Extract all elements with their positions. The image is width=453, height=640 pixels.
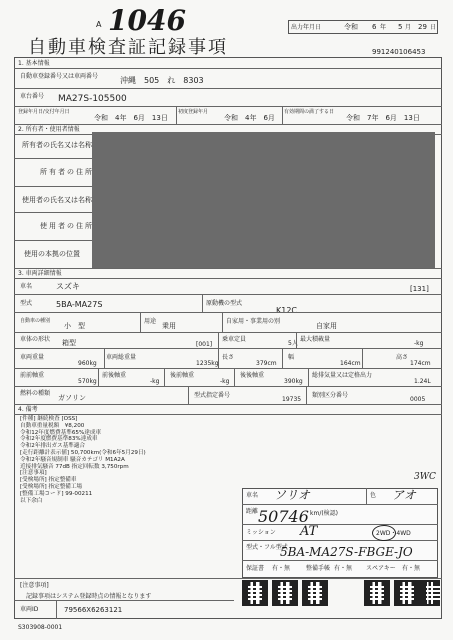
use-label: 用途 xyxy=(144,318,157,325)
issue-date-month: 5 xyxy=(398,23,403,31)
sticker-model-label: 型式・フル型式 xyxy=(246,544,288,551)
front-rear-axle-label: 前後軸重 xyxy=(102,372,127,379)
sticker-color-value: アオ xyxy=(392,488,416,502)
remarks-block xyxy=(20,416,230,504)
fuel-type-value: ガソリン xyxy=(58,394,86,402)
registration-number-value: 沖縄 505 れ 8303 xyxy=(120,76,204,85)
qr-code-icon xyxy=(420,580,440,606)
height-value: 174cm xyxy=(410,360,431,367)
capacity-label: 乗車定員 xyxy=(222,336,247,343)
displacement-value: 1.24L xyxy=(414,378,431,385)
body-shape-label: 車体の形状 xyxy=(20,336,51,343)
height-label: 高さ xyxy=(396,354,409,361)
remark-line: [走行距離計表示値] 50,700km(令和6年5月29日) xyxy=(20,449,146,456)
gross-weight-value: 1235kg xyxy=(196,360,219,367)
footer-notice-text: 記録事項はシステム登録時点の情報となります xyxy=(26,593,152,600)
qr-code-icon xyxy=(242,580,268,606)
handwritten-number: 1046 xyxy=(108,4,186,37)
remark-line: 近接排気騒音 77dB 指定回転数 3,750rpm xyxy=(20,463,129,470)
vehicle-type-label: 自動車の種別 xyxy=(20,318,51,324)
weight-value: 960kg xyxy=(78,360,97,367)
body-shape-value: 箱型 xyxy=(62,339,76,347)
sticker-mission-value: AT xyxy=(300,524,318,539)
length-value: 379cm xyxy=(256,360,277,367)
remark-line: 令和12年度燃費基準65%達成車 xyxy=(20,429,102,436)
issue-date-era: 令和 xyxy=(344,23,358,31)
engine-model-value: K12C xyxy=(276,306,298,315)
sticker-manual-value: 有・無 xyxy=(334,565,353,572)
width-label: 幅 xyxy=(288,354,295,361)
issue-date-month-unit: 月 xyxy=(405,24,412,31)
fuel-type-label: 燃料の種類 xyxy=(20,390,51,397)
sticker-drive-circle xyxy=(372,525,396,541)
redacted-owner-block xyxy=(92,132,435,269)
vehicle-name-code: [131] xyxy=(410,285,429,293)
vehicle-id-value: 79566X6263121 xyxy=(64,606,123,614)
vehicle-id-label: 車両ID xyxy=(20,606,39,613)
model-value: 5BA-MA27S xyxy=(56,300,103,309)
length-label: 長さ xyxy=(222,354,235,361)
issue-date-day-unit: 日 xyxy=(430,24,437,31)
capacity-value: 5人 xyxy=(288,340,298,347)
rear-rear-axle-value: 390kg xyxy=(284,378,303,385)
section4-label: 4. 備考 xyxy=(18,406,38,413)
usage-location-label: 使用の本拠の位置 xyxy=(24,250,80,258)
footer-code: S303908-0001 xyxy=(18,624,63,631)
initial-registration-value: 令和 4年 6月 xyxy=(224,114,275,122)
front-front-axle-value: 570kg xyxy=(78,378,97,385)
sticker-mileage-unit: km/(検認) xyxy=(310,510,339,517)
remark-line: [受検場所] 指定整備車 xyxy=(20,477,77,484)
engine-model-label: 原動機の型式 xyxy=(206,300,243,307)
document-number: 991240106453 xyxy=(372,48,426,56)
front-front-axle-label: 前前軸重 xyxy=(20,372,45,379)
remark-line: [受検場所] 指定整備工場 xyxy=(20,483,83,490)
remark-line: 自動車重量税額 ¥8,200 xyxy=(20,422,85,429)
purpose-label: 自家用・事業用の別 xyxy=(226,318,281,325)
model-label: 型式 xyxy=(20,300,33,307)
initial-registration-label: 初度登録年月 xyxy=(178,109,209,115)
owner-name-label: 所有者の氏名又は名称 xyxy=(22,141,92,149)
issue-date-year-unit: 年 xyxy=(380,24,387,31)
width-value: 164cm xyxy=(340,360,361,367)
footer-notice-label: [注意事項] xyxy=(20,582,49,589)
purpose-value: 自家用 xyxy=(316,322,337,330)
first-registration-value: 令和 4年 6月 13日 xyxy=(94,114,168,122)
qr-code-icon xyxy=(272,580,298,606)
remark-line: 令和2年度燃費基準83%達成車 xyxy=(20,436,98,443)
user-name-label: 使用者の氏名又は名称 xyxy=(22,196,92,204)
rear-rear-axle-label: 後後軸重 xyxy=(240,372,265,379)
use-value: 乗用 xyxy=(162,322,176,330)
chassis-number-value: MA27S-105500 xyxy=(58,94,127,104)
type-designation-label: 型式指定番号 xyxy=(194,392,231,399)
sticker-color-label: 色 xyxy=(370,492,377,499)
sticker-car-label: 車名 xyxy=(246,492,259,499)
sticker-drive-value: 2WD・4WD xyxy=(376,530,411,537)
issue-date-label: 出力年月日 xyxy=(291,24,322,31)
displacement-label: 総排気量又は定格出力 xyxy=(312,372,373,379)
vehicle-type-value: 小 型 xyxy=(64,322,85,330)
sticker-model-value: 5BA-MA27S-FBGE-JO xyxy=(280,545,413,559)
max-load-label: 最大積載量 xyxy=(300,336,331,343)
remark-line: [件種] 継続検査 [OSS] xyxy=(20,416,78,422)
vehicle-name-value: スズキ xyxy=(56,282,80,291)
sticker-spare-key-label: スペアキー xyxy=(366,565,396,572)
gross-weight-label: 車両総重量 xyxy=(106,354,137,361)
sticker-mileage-value: 50746 xyxy=(258,507,309,526)
qr-code-icon xyxy=(394,580,420,606)
remark-line: 令和2年排出ガス基準適合 xyxy=(20,443,86,450)
section3-label: 3. 車両詳細情報 xyxy=(18,270,62,277)
front-rear-axle-value: -kg xyxy=(150,378,160,385)
rear-front-axle-label: 後前軸重 xyxy=(170,372,195,379)
sticker-spare-key-value: 有・無 xyxy=(402,565,421,572)
body-shape-code: [001] xyxy=(196,341,213,348)
remark-line: [整備工場コード] 99-00211 xyxy=(20,490,93,497)
issue-date-year: 6 xyxy=(372,23,377,31)
sticker-car-value: ソリオ xyxy=(274,488,310,502)
classification-value: 0005 xyxy=(410,396,426,403)
section2-label: 2. 所有者・使用者情報 xyxy=(18,126,80,133)
expiry-value: 令和 7年 6月 13日 xyxy=(346,114,420,122)
expiry-label: 有効期間の満了する日 xyxy=(284,109,335,115)
sticker-manual-label: 整備手帳 xyxy=(306,565,331,572)
corner-letter: A xyxy=(96,20,102,29)
section1-label: 1. 基本情報 xyxy=(18,60,50,67)
owner-address-label: 所有者の住所 xyxy=(40,168,94,176)
chassis-number-label: 車台番号 xyxy=(20,93,45,100)
registration-number-label: 自動車登録番号又は車両番号 xyxy=(20,73,99,80)
rear-front-axle-value: -kg xyxy=(220,378,230,385)
max-load-value: -kg xyxy=(414,340,424,347)
remark-line: [注意事項] xyxy=(20,470,47,477)
classification-label: 類別区分番号 xyxy=(312,392,349,399)
first-registration-label: 登録年月日/交付年月日 xyxy=(18,109,70,115)
user-address-label: 使用者の住所 xyxy=(40,222,94,230)
remark-line: 令和2年騒音規制車 騒音カテゴリ M1A2A xyxy=(20,456,125,463)
sticker-mission-label: ミッション xyxy=(246,529,276,536)
remark-line: 以下余白 xyxy=(20,497,43,504)
sticker-warranty-value: 有・無 xyxy=(272,565,291,572)
sticker-mileage-label: 距離 xyxy=(246,508,259,515)
sticker-color-note: 3WC xyxy=(414,472,436,482)
vehicle-name-label: 車名 xyxy=(20,283,33,290)
type-designation-value: 19735 xyxy=(282,396,302,403)
qr-code-icon xyxy=(364,580,390,606)
weight-label: 車両重量 xyxy=(20,354,45,361)
document-title: 自動車検査証記録事項 xyxy=(28,37,228,58)
issue-date-day: 29 xyxy=(418,23,427,31)
qr-code-icon xyxy=(302,580,328,606)
sticker-warranty-label: 保証書 xyxy=(246,565,265,572)
